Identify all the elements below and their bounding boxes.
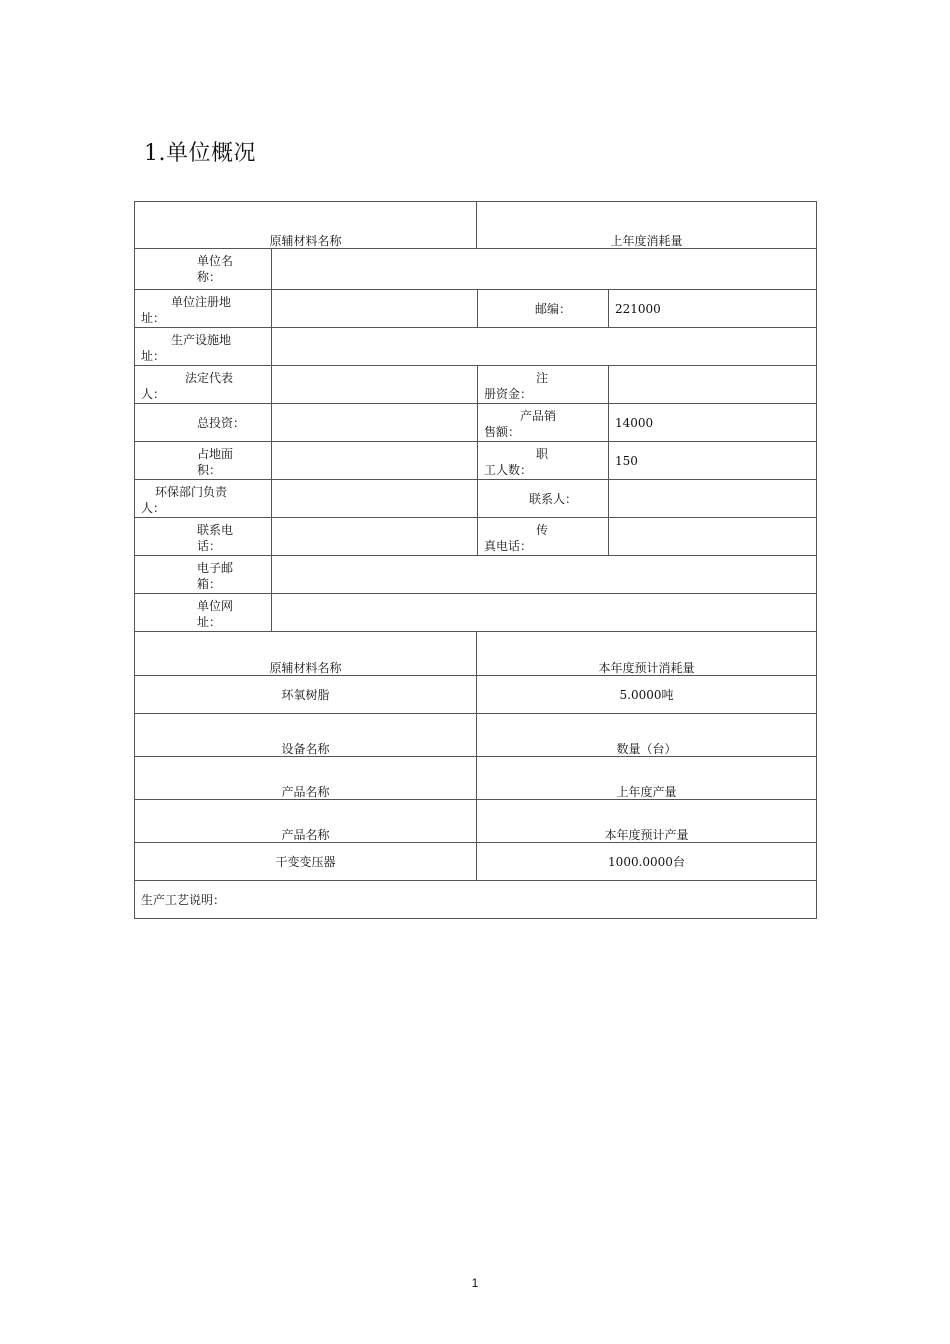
header-equipment-name: 设备名称 <box>281 742 330 756</box>
header-last-year-consumption: 上年度消耗量 <box>476 202 816 248</box>
label-reg-address: 单位注册地址： <box>141 295 232 325</box>
product-item: 干变变压器 <box>275 855 336 869</box>
table-row <box>135 713 816 756</box>
unit-info-table <box>134 201 817 919</box>
header-material-name: 原辅材料名称 <box>269 234 342 248</box>
label-fax: 传真电话： <box>477 518 608 555</box>
table-row <box>135 631 816 675</box>
label-unit-name: 单位名称： <box>197 254 234 284</box>
table-row <box>135 880 816 918</box>
label-email: 电子邮箱： <box>197 561 234 591</box>
label-website: 单位网址： <box>197 599 234 629</box>
table-row <box>135 842 816 880</box>
page-number: 1 <box>471 1276 479 1290</box>
total-invest-value[interactable] <box>271 404 477 441</box>
label-reg-capital: 注册资金： <box>477 366 608 403</box>
header-equipment-qty: 数量（台） <box>476 714 816 756</box>
table-row <box>135 365 816 403</box>
process-description[interactable]: 生产工艺说明： <box>141 893 226 907</box>
legal-rep-value[interactable] <box>271 366 477 403</box>
header-this-year-output: 本年度预计产量 <box>476 800 816 842</box>
table-row <box>135 289 816 327</box>
product-qty: 1000.0000台 <box>476 843 816 880</box>
label-facility-address: 生产设施地址： <box>141 333 232 363</box>
header-product-name: 产品名称 <box>281 785 330 799</box>
facility-address-value[interactable] <box>271 328 816 365</box>
table-row <box>135 555 816 593</box>
reg-capital-value[interactable] <box>608 366 816 403</box>
table-row <box>135 799 816 842</box>
table-row <box>135 441 816 479</box>
material-qty: 5.0000吨 <box>476 676 816 713</box>
label-postcode: 邮编： <box>477 290 608 327</box>
postcode-value[interactable]: 221000 <box>608 290 816 327</box>
fax-value[interactable] <box>608 518 816 555</box>
table-row <box>135 675 816 713</box>
unit-name-value[interactable] <box>271 249 816 289</box>
table-row <box>135 756 816 799</box>
website-value[interactable] <box>271 594 816 631</box>
table-row <box>135 517 816 555</box>
staff-value[interactable]: 150 <box>608 442 816 479</box>
email-value[interactable] <box>271 556 816 593</box>
header-last-year-output: 上年度产量 <box>476 757 816 799</box>
reg-address-value[interactable] <box>271 290 477 327</box>
label-contact: 联系人： <box>477 480 608 517</box>
sales-value[interactable]: 14000 <box>608 404 816 441</box>
env-head-value[interactable] <box>271 480 477 517</box>
label-area: 占地面积： <box>197 447 234 477</box>
header-material-name-2: 原辅材料名称 <box>269 661 342 675</box>
area-value[interactable] <box>271 442 477 479</box>
table-row <box>135 403 816 441</box>
label-sales: 产品销售额： <box>477 404 608 441</box>
table-row <box>135 593 816 631</box>
table-row <box>135 202 816 248</box>
table-row <box>135 479 816 517</box>
phone-value[interactable] <box>271 518 477 555</box>
section-title: 1.单位概况 <box>144 141 256 166</box>
table-row <box>135 327 816 365</box>
contact-value[interactable] <box>608 480 816 517</box>
header-this-year-consumption: 本年度预计消耗量 <box>476 632 816 675</box>
label-staff: 职工人数： <box>477 442 608 479</box>
header-product-name-2: 产品名称 <box>281 828 330 842</box>
label-env-head: 环保部门负责人： <box>141 485 228 515</box>
label-total-invest: 总投资： <box>196 416 245 430</box>
label-phone: 联系电话： <box>197 523 234 553</box>
table-row <box>135 248 816 289</box>
label-legal-rep: 法定代表人： <box>141 371 234 401</box>
material-item: 环氧树脂 <box>281 688 330 702</box>
